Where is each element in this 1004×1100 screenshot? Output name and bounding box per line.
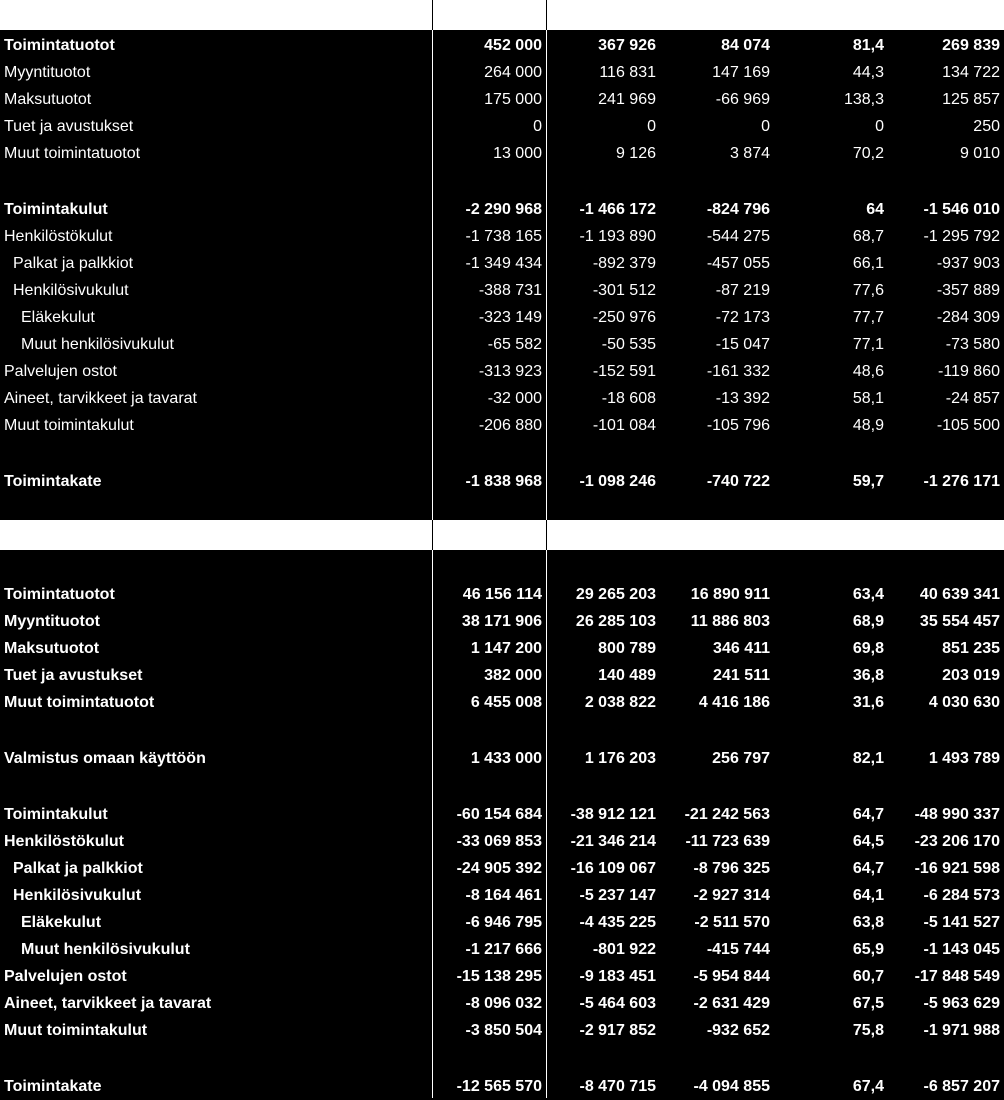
row-label: Toimintakulut [4, 806, 108, 823]
table-row [0, 468, 1004, 495]
value-cell-col5: -937 903 [936, 255, 1000, 272]
value-cell-col1: 1 433 000 [470, 750, 542, 767]
value-cell-col4: 59,7 [852, 473, 884, 490]
spacer-cell [0, 772, 1004, 801]
spacer-cell [0, 439, 1004, 468]
table-row [0, 689, 1004, 716]
value-cell-col5: -119 860 [938, 363, 1000, 380]
row-label: Muut toimintakulut [4, 417, 134, 434]
value-cell-col3: -72 173 [715, 309, 770, 326]
table-row [0, 140, 1004, 167]
value-cell-col2: -892 379 [592, 255, 656, 272]
value-cell-col2: 140 489 [598, 667, 656, 684]
value-cell-col5: -17 848 549 [914, 968, 1000, 985]
value-cell-col3: -544 275 [706, 228, 770, 245]
value-cell-col2: -9 183 451 [579, 968, 656, 985]
value-cell-col4: 77,7 [852, 309, 884, 326]
spacer-row [0, 167, 1004, 196]
value-cell-col3: 4 416 186 [698, 694, 770, 711]
table-row [0, 277, 1004, 304]
value-cell-col2: -4 435 225 [579, 914, 656, 931]
value-cell-col5: 40 639 341 [919, 586, 1000, 603]
spacer-cell [0, 167, 1004, 196]
value-cell-col1: -1 349 434 [465, 255, 542, 272]
table-row [0, 801, 1004, 828]
value-cell-col3: -2 511 570 [694, 914, 770, 931]
value-cell-col4: 64 [866, 201, 884, 218]
value-cell-col5: 4 030 630 [928, 694, 1000, 711]
value-cell-col3: 241 511 [713, 667, 770, 684]
value-cell-col1: -1 217 666 [465, 941, 542, 958]
value-cell-col3: 346 411 [713, 640, 770, 657]
value-cell-col4: 75,8 [852, 1022, 884, 1039]
value-cell-col2: 800 789 [598, 640, 656, 657]
section1-header-band [0, 0, 1004, 30]
table-row [0, 662, 1004, 689]
value-cell-col1: -1 738 165 [465, 228, 542, 245]
table-row [0, 32, 1004, 59]
value-cell-col1: -24 905 392 [456, 860, 542, 877]
value-cell-col5: 35 554 457 [919, 613, 1000, 630]
table-row [0, 304, 1004, 331]
value-cell-col1: -33 069 853 [456, 833, 542, 850]
value-cell-col2: -152 591 [592, 363, 656, 380]
spacer-row [0, 716, 1004, 745]
value-cell-col5: -24 857 [945, 390, 1000, 407]
value-cell-col3: 11 886 803 [690, 613, 770, 630]
value-cell-col5: 125 857 [942, 91, 1000, 108]
value-cell-col2: 0 [647, 118, 656, 135]
table-row [0, 828, 1004, 855]
value-cell-col4: 138,3 [843, 91, 884, 108]
header-divider [432, 520, 433, 550]
row-label: Henkilöstökulut [4, 228, 113, 245]
value-cell-col1: 0 [533, 118, 542, 135]
value-cell-col1: 1 147 200 [470, 640, 542, 657]
value-cell-col4: 69,8 [852, 640, 884, 657]
value-cell-col2: -8 470 715 [579, 1078, 656, 1095]
value-cell-col4: 67,5 [852, 995, 884, 1012]
table-row [0, 331, 1004, 358]
row-label: Valmistus omaan käyttöön [4, 750, 206, 767]
value-cell-col2: -18 608 [601, 390, 656, 407]
value-cell-col1: -2 290 968 [465, 201, 542, 218]
value-cell-col4: 48,6 [852, 363, 884, 380]
value-cell-col4: 81,4 [852, 37, 884, 54]
row-label: Toimintatuotot [4, 37, 115, 54]
value-cell-col4: 64,7 [852, 860, 884, 877]
row-label: Toimintakate [4, 1078, 102, 1095]
row-label: Toimintakulut [4, 201, 108, 218]
value-cell-col2: -1 466 172 [579, 201, 656, 218]
value-cell-col2: 29 265 203 [575, 586, 656, 603]
value-cell-col2: -5 237 147 [579, 887, 656, 904]
value-cell-col1: -12 565 570 [456, 1078, 542, 1095]
table-row [0, 196, 1004, 223]
row-label: Muut henkilösivukulut [21, 336, 174, 353]
value-cell-col5: 203 019 [942, 667, 1000, 684]
value-cell-col4: 0 [875, 118, 884, 135]
value-cell-col1: -323 149 [478, 309, 542, 326]
value-cell-col3: -824 796 [706, 201, 770, 218]
value-cell-col5: -105 500 [936, 417, 1000, 434]
value-cell-col5: 269 839 [942, 37, 1000, 54]
value-cell-col3: -740 722 [706, 473, 770, 490]
value-cell-col5: -23 206 170 [914, 833, 1000, 850]
value-cell-col5: -1 971 988 [923, 1022, 1000, 1039]
value-cell-col5: 1 493 789 [928, 750, 1000, 767]
value-cell-col4: 64,1 [852, 887, 884, 904]
value-cell-col4: 63,8 [852, 914, 884, 931]
value-cell-col4: 77,6 [852, 282, 884, 299]
value-cell-col1: -65 582 [487, 336, 542, 353]
table-row [0, 1073, 1004, 1100]
value-cell-col1: -313 923 [478, 363, 542, 380]
row-label: Toimintatuotot [4, 586, 115, 603]
value-cell-col4: 48,9 [852, 417, 884, 434]
value-cell-col5: -73 580 [945, 336, 1000, 353]
value-cell-col5: -6 284 573 [923, 887, 1000, 904]
table-row [0, 963, 1004, 990]
table-row [0, 608, 1004, 635]
value-cell-col1: 264 000 [484, 64, 542, 81]
value-cell-col4: 64,5 [852, 833, 884, 850]
value-cell-col4: 70,2 [852, 145, 884, 162]
value-cell-col3: -21 242 563 [684, 806, 770, 823]
value-cell-col1: -206 880 [478, 417, 542, 434]
row-label: Muut henkilösivukulut [21, 941, 190, 958]
value-cell-col2: 241 969 [598, 91, 656, 108]
row-label: Palvelujen ostot [4, 968, 127, 985]
value-cell-col1: -8 164 461 [465, 887, 542, 904]
value-cell-col3: -105 796 [706, 417, 770, 434]
row-label: Maksutuotot [4, 91, 92, 108]
value-cell-col5: -284 309 [936, 309, 1000, 326]
value-cell-col5: -5 141 527 [923, 914, 1000, 931]
value-cell-col5: 250 [973, 118, 1000, 135]
row-label: Muut toimintatuotot [4, 145, 141, 162]
table-row [0, 745, 1004, 772]
value-cell-col3: -2 927 314 [693, 887, 770, 904]
value-cell-col2: 26 285 103 [575, 613, 656, 630]
value-cell-col5: -16 921 598 [914, 860, 1000, 877]
value-cell-col1: 13 000 [493, 145, 542, 162]
value-cell-col3: -2 631 429 [693, 995, 770, 1012]
table-row [0, 936, 1004, 963]
value-cell-col3: 256 797 [712, 750, 770, 767]
value-cell-col5: -1 276 171 [923, 473, 1000, 490]
value-cell-col3: -415 744 [706, 941, 770, 958]
spacer-cell [0, 716, 1004, 745]
value-cell-col2: -1 098 246 [579, 473, 656, 490]
value-cell-col3: 84 074 [721, 37, 770, 54]
table-row [0, 86, 1004, 113]
row-label: Muut toimintatuotot [4, 694, 155, 711]
header-divider [546, 520, 547, 550]
value-cell-col4: 68,7 [852, 228, 884, 245]
value-cell-col2: 367 926 [598, 37, 656, 54]
value-cell-col4: 31,6 [852, 694, 884, 711]
table-row [0, 882, 1004, 909]
value-cell-col2: -801 922 [592, 941, 656, 958]
value-cell-col5: -1 546 010 [923, 201, 1000, 218]
table-row [0, 909, 1004, 936]
row-label: Muut toimintakulut [4, 1022, 148, 1039]
value-cell-col3: -161 332 [706, 363, 770, 380]
table-row [0, 1017, 1004, 1044]
spacer-row [0, 1044, 1004, 1073]
value-cell-col3: -5 954 844 [693, 968, 770, 985]
row-label: Eläkekulut [21, 309, 95, 326]
row-label: Eläkekulut [21, 914, 102, 931]
value-cell-col2: -5 464 603 [579, 995, 656, 1012]
value-cell-col5: -357 889 [936, 282, 1000, 299]
value-cell-col1: 175 000 [484, 91, 542, 108]
section1-table [0, 32, 1004, 495]
value-cell-col3: -15 047 [715, 336, 770, 353]
value-cell-col2: -16 109 067 [570, 860, 656, 877]
value-cell-col3: 16 890 911 [690, 586, 770, 603]
value-cell-col2: 116 831 [599, 64, 656, 81]
value-cell-col2: -250 976 [592, 309, 656, 326]
value-cell-col2: 1 176 203 [584, 750, 656, 767]
value-cell-col1: -3 850 504 [465, 1022, 542, 1039]
value-cell-col2: -38 912 121 [570, 806, 656, 823]
table-row [0, 223, 1004, 250]
spacer-row [0, 439, 1004, 468]
row-label: Palkat ja palkkiot [13, 255, 134, 272]
value-cell-col5: -1 295 792 [923, 228, 1000, 245]
value-cell-col4: 66,1 [852, 255, 884, 272]
value-cell-col3: 3 874 [729, 145, 770, 162]
value-cell-col2: 9 126 [615, 145, 656, 162]
value-cell-col1: 452 000 [484, 37, 542, 54]
value-cell-col1: -388 731 [478, 282, 542, 299]
table-row [0, 59, 1004, 86]
row-label: Aineet, tarvikkeet ja tavarat [4, 995, 212, 1012]
value-cell-col1: 38 171 906 [461, 613, 542, 630]
value-cell-col3: -11 723 639 [685, 833, 770, 850]
value-cell-col1: -60 154 684 [456, 806, 542, 823]
row-label: Myyntituotot [4, 64, 91, 81]
value-cell-col3: 0 [761, 118, 770, 135]
row-label: Tuet ja avustukset [4, 118, 134, 135]
value-cell-col4: 82,1 [852, 750, 884, 767]
value-cell-col2: -101 084 [592, 417, 656, 434]
value-cell-col1: -8 096 032 [465, 995, 542, 1012]
table-row [0, 635, 1004, 662]
value-cell-col1: -15 138 295 [456, 968, 542, 985]
value-cell-col3: -8 796 325 [693, 860, 770, 877]
table-row [0, 855, 1004, 882]
spacer-row [0, 772, 1004, 801]
header-divider [546, 0, 547, 30]
value-cell-col2: -50 535 [601, 336, 656, 353]
value-cell-col3: -932 652 [706, 1022, 770, 1039]
value-cell-col3: -4 094 855 [693, 1078, 770, 1095]
value-cell-col3: 147 169 [712, 64, 770, 81]
value-cell-col1: -32 000 [487, 390, 542, 407]
value-cell-col4: 44,3 [852, 64, 884, 81]
section2-header-band [0, 520, 1004, 550]
value-cell-col4: 65,9 [852, 941, 884, 958]
value-cell-col4: 63,4 [852, 586, 884, 603]
row-label: Maksutuotot [4, 640, 100, 657]
table-row [0, 358, 1004, 385]
value-cell-col5: -1 143 045 [923, 941, 1000, 958]
table-row [0, 250, 1004, 277]
table-row [0, 412, 1004, 439]
row-label: Aineet, tarvikkeet ja tavarat [4, 390, 197, 407]
spacer-cell [0, 1044, 1004, 1073]
value-cell-col1: 382 000 [484, 667, 542, 684]
value-cell-col4: 77,1 [852, 336, 884, 353]
header-divider [432, 0, 433, 30]
value-cell-col5: 134 722 [942, 64, 1000, 81]
row-label: Henkilösivukulut [13, 887, 142, 904]
value-cell-col5: -6 857 207 [923, 1078, 1000, 1095]
value-cell-col4: 67,4 [852, 1078, 884, 1095]
table-row [0, 113, 1004, 140]
row-label: Henkilösivukulut [13, 282, 129, 299]
value-cell-col1: -6 946 795 [465, 914, 542, 931]
value-cell-col5: -48 990 337 [914, 806, 1000, 823]
value-cell-col3: -13 392 [715, 390, 770, 407]
value-cell-col5: 851 235 [942, 640, 1000, 657]
value-cell-col3: -66 969 [715, 91, 770, 108]
value-cell-col1: -1 838 968 [465, 473, 542, 490]
value-cell-col5: 9 010 [959, 145, 1000, 162]
value-cell-col2: -21 346 214 [570, 833, 656, 850]
value-cell-col4: 68,9 [852, 613, 884, 630]
row-label: Palkat ja palkkiot [13, 860, 143, 877]
value-cell-col2: -301 512 [592, 282, 656, 299]
row-label: Palvelujen ostot [4, 363, 117, 380]
table-row [0, 990, 1004, 1017]
table-row [0, 385, 1004, 412]
value-cell-col4: 64,7 [852, 806, 884, 823]
row-label: Myyntituotot [4, 613, 100, 630]
value-cell-col4: 58,1 [852, 390, 884, 407]
value-cell-col2: 2 038 822 [584, 694, 656, 711]
row-label: Henkilöstökulut [4, 833, 125, 850]
value-cell-col1: 6 455 008 [470, 694, 542, 711]
value-cell-col1: 46 156 114 [462, 586, 542, 603]
value-cell-col4: 36,8 [852, 667, 884, 684]
value-cell-col4: 60,7 [852, 968, 884, 985]
value-cell-col3: -87 219 [715, 282, 770, 299]
row-label: Tuet ja avustukset [4, 667, 143, 684]
row-label: Toimintakate [4, 473, 102, 490]
value-cell-col2: -1 193 890 [579, 228, 656, 245]
value-cell-col3: -457 055 [706, 255, 770, 272]
value-cell-col5: -5 963 629 [923, 995, 1000, 1012]
table-row [0, 581, 1004, 608]
section2-table [0, 581, 1004, 1100]
value-cell-col2: -2 917 852 [579, 1022, 656, 1039]
